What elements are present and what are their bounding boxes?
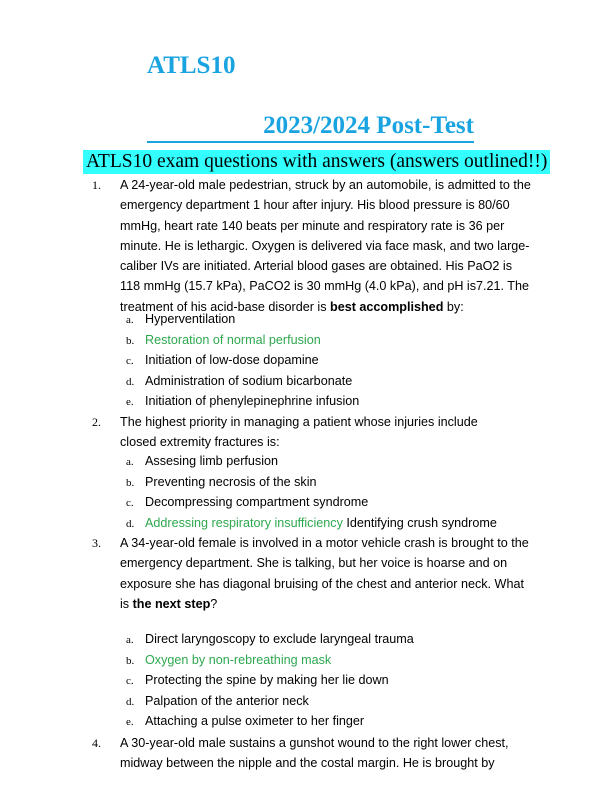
option-text: Decompressing compartment syndrome xyxy=(145,495,369,509)
document-title: ATLS10 xyxy=(147,52,236,79)
question-text-part: by: xyxy=(443,299,464,314)
option-row-correct xyxy=(0,650,606,670)
question-number: 3. xyxy=(92,536,101,550)
correct-answer-text: Oxygen by non-rebreathing mask xyxy=(145,653,332,667)
correct-answer-text: Addressing respiratory insufficiency xyxy=(145,516,343,530)
option-row xyxy=(0,629,606,649)
option-text: Initiation of phenylepinephrine infusion xyxy=(145,394,360,408)
question-text-line: closed extremity fractures is: xyxy=(120,435,280,450)
option-letter: d. xyxy=(126,696,135,708)
option-letter: a. xyxy=(126,456,134,468)
option-letter: a. xyxy=(126,314,134,326)
option-letter: e. xyxy=(126,716,134,728)
option-text: Direct laryngoscopy to exclude laryngeal trauma xyxy=(145,632,414,646)
question-text-part: A 34-year-old female is involved in a motor vehicle crash is brought to the emergency department. She is talking, but her voice is hoarse and on exposure she has diagonal bruising of the chest and anterior neck. What is xyxy=(120,536,529,611)
question-emphasis: best accomplished xyxy=(330,299,444,314)
option-row xyxy=(0,451,606,471)
option-row xyxy=(0,472,606,492)
option-letter: c. xyxy=(126,675,134,687)
option-text: Hyperventilation xyxy=(145,312,236,326)
option-row xyxy=(0,350,606,370)
option-text: Palpation of the anterior neck xyxy=(145,694,309,708)
option-row-correct xyxy=(0,513,606,533)
question-number: 2. xyxy=(92,415,101,429)
question-text-part: ? xyxy=(210,596,218,611)
option-text: Preventing necrosis of the skin xyxy=(145,475,317,489)
question-text xyxy=(120,533,532,614)
question-text-line: The highest priority in managing a patient whose injuries include xyxy=(120,415,478,429)
question-text: A 30-year-old male sustains a gunshot wound to the right lower chest, midway between the nipple and the costal margin. He is brought by xyxy=(120,736,509,771)
option-letter: b. xyxy=(126,335,135,347)
option-row xyxy=(0,371,606,391)
option-letter: d. xyxy=(126,518,135,530)
document-tagline: ATLS10 exam questions with answers (answers outlined!!) xyxy=(83,150,550,174)
option-letter: c. xyxy=(126,355,134,367)
option-row xyxy=(0,309,606,329)
option-text: Administration of sodium bicarbonate xyxy=(145,374,353,388)
option-text xyxy=(145,514,497,533)
question-emphasis: the next step xyxy=(132,596,211,611)
option-text: Initiation of low-dose dopamine xyxy=(145,353,319,367)
option-letter: d. xyxy=(126,376,135,388)
option-row-correct xyxy=(0,330,606,350)
document-subtitle-year: 2023/2024 Post-Test xyxy=(147,111,474,143)
option-text: Assesing limb perfusion xyxy=(145,454,278,468)
option-text: Protecting the spine by making her lie down xyxy=(145,673,389,687)
option-text: Attaching a pulse oximeter to her finger xyxy=(145,714,365,728)
option-row xyxy=(0,670,606,690)
option-row xyxy=(0,391,606,411)
correct-answer-text: Restoration of normal perfusion xyxy=(145,333,321,347)
option-letter: e. xyxy=(126,396,134,408)
option-letter: c. xyxy=(126,497,134,509)
question-text xyxy=(120,412,532,453)
question-number: 1. xyxy=(92,178,101,192)
option-row xyxy=(0,691,606,711)
question-text xyxy=(120,175,532,317)
option-row xyxy=(0,711,606,731)
option-extra-text: Identifying crush syndrome xyxy=(342,516,497,530)
question-number: 4. xyxy=(92,736,101,750)
question-text-part: A 24-year-old male pedestrian, struck by an automobile, is admitted to the emergency department 1 hour after injury. His blood pressure is 80/60 mmHg, heart rate 140 beats per minute and respiratory rate is 36 per minute. He is lethargic. Oxygen is delivered via face mask, and two large-caliber IVs are initiated. Arterial blood gases are obtained. His PaO2 is 118 mmHg (15.7 kPa), PaCO2 is 30 mmHg (4.0 kPa), and pH is7.21. The treatment of his acid-base disorder is xyxy=(120,178,531,314)
option-letter: b. xyxy=(126,655,135,667)
option-row xyxy=(0,492,606,512)
option-letter: a. xyxy=(126,634,134,646)
option-letter: b. xyxy=(126,477,135,489)
